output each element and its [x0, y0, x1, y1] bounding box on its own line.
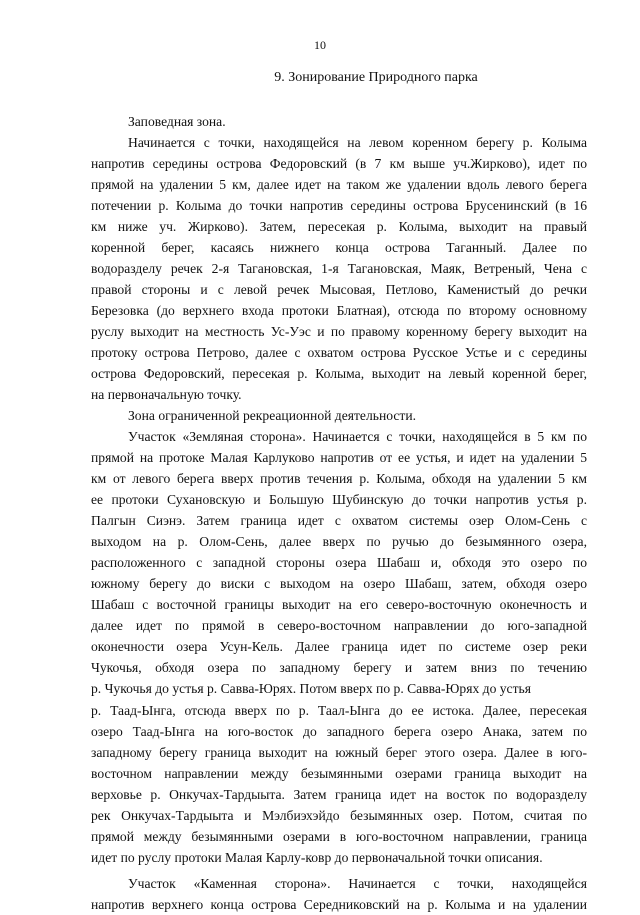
- text-line: выходом на р. Олом-Сень, далее вверх по ручью до безымянного озера,: [91, 534, 587, 549]
- text-line: протоку острова Петрово, далее с охватом острова Русское Устье и с середины: [91, 345, 587, 360]
- text-line: коренной берег, касаясь нижнего конца острова Таганный. Далее по: [91, 240, 587, 255]
- text-line: рек Онкучах-Тардыыта и Мэлбиэхэйдо безымянных озер. Потом, считая по: [91, 808, 587, 823]
- text-line: Участок «Каменная сторона». Начинается с точки, находящейся: [128, 876, 587, 891]
- text-line: Заповедная зона.: [128, 114, 226, 129]
- text-line: восточном направлении между безымянными озерами граница выходит на: [91, 766, 587, 781]
- text-line: потечении р. Колыма до точки напротив середины острова Брусенинский (в 16: [91, 198, 587, 213]
- text-line: острова Федоровский, пересекая р. Колыма, выходит на левый коренной берег,: [91, 366, 587, 381]
- text-line: идет по руслу протоки Малая Карлу-ковр до первоначальной точки описания.: [91, 850, 543, 865]
- text-line: напротив середины острова Федоровский (в 7 км выше уч.Жирково), идет по: [91, 156, 587, 171]
- text-line: расположенного с западной стороны озера Шабаш и, обходя это озеро по: [91, 555, 587, 570]
- section-heading: 9. Зонирование Природного парка: [274, 70, 478, 85]
- text-line: правой стороны и с левой речек Мысовая, Петлово, Каменистый до речки: [91, 282, 587, 297]
- text-line: водоразделу речек 2-я Тагановская, 1-я Тагановская, Маяк, Ветреный, Чена с: [91, 261, 587, 276]
- text-line: Начинается с точки, находящейся на левом коренном берегу р. Колыма: [128, 135, 587, 150]
- text-line: Зона ограниченной рекреационной деятельности.: [128, 408, 417, 423]
- text-line: Березовка (до верхнего входа протоки Блатная), отсюда по второму основному: [91, 303, 587, 318]
- text-line: далее идет по прямой в северо-восточном направлении до юго-западной: [91, 618, 587, 633]
- text-line: Шабаш с восточной границы выходит на его северо-восточную оконечность и: [91, 597, 587, 612]
- text-line: прямой между безымянными озерами в юго-восточном направлении, граница: [91, 829, 587, 844]
- text-line: оконечности озера Усун-Кель. Далее граница идет по системе озер реки: [91, 639, 587, 654]
- text-line: р. Чукочья до устья р. Савва-Юрях. Потом вверх по р. Савва-Юрях до устья: [91, 681, 531, 696]
- text-line: км ниже уч. Жирково). Затем, пересекая р. Колыма, выходит на правый: [91, 219, 587, 234]
- text-line: Палгын Сиэнэ. Затем граница идет с охватом системы озер Олом-Сень с: [91, 513, 587, 528]
- text-line: км от левого берега вверх против течения р. Колыма, обходя на удалении 5 км: [91, 471, 587, 486]
- text-line: озеро Таад-Ынга на юго-восток до западного берега озеро Анака, затем по: [91, 724, 587, 739]
- text-line: Участок «Земляная сторона». Начинается с точки, находящейся в 5 км по: [128, 429, 587, 444]
- text-line: западному берегу граница выходит на южный берег этого озера. Далее в юго-: [91, 745, 587, 760]
- text-line: р. Таад-Ынга, отсюда вверх по р. Таал-Ынга до ее истока. Далее, пересекая: [91, 703, 587, 718]
- text-line: прямой на протоке Малая Карлуково напротив от ее устья, и идет на удалении 5: [91, 450, 587, 465]
- text-line: Чукочья, обходя озера по западному берегу и затем вниз по течению: [91, 660, 587, 675]
- text-line: руслу выходит на местность Ус-Уэс и по правому коренному берегу выходит на: [91, 324, 587, 339]
- page-number: 10: [314, 38, 326, 52]
- text-line: ее протоки Сухановскую и Большую Шубинскую до точки напротив устья р.: [91, 492, 587, 507]
- text-line: напротив верхнего конца острова Середниковский на р. Колыма и на удалении: [91, 897, 587, 912]
- text-line: верховье р. Онкучах-Тардыыта. Затем граница идет на восток по водоразделу: [91, 787, 587, 802]
- text-line: южному берегу до виски с выходом на озеро Шабаш, затем, обходя озеро: [91, 576, 587, 591]
- document-body: [91, 111, 587, 915]
- text-line: прямой на удалении 5 км, далее идет на таком же удалении вдоль левого берега: [91, 177, 587, 192]
- text-line: на первоначальную точку.: [91, 387, 242, 402]
